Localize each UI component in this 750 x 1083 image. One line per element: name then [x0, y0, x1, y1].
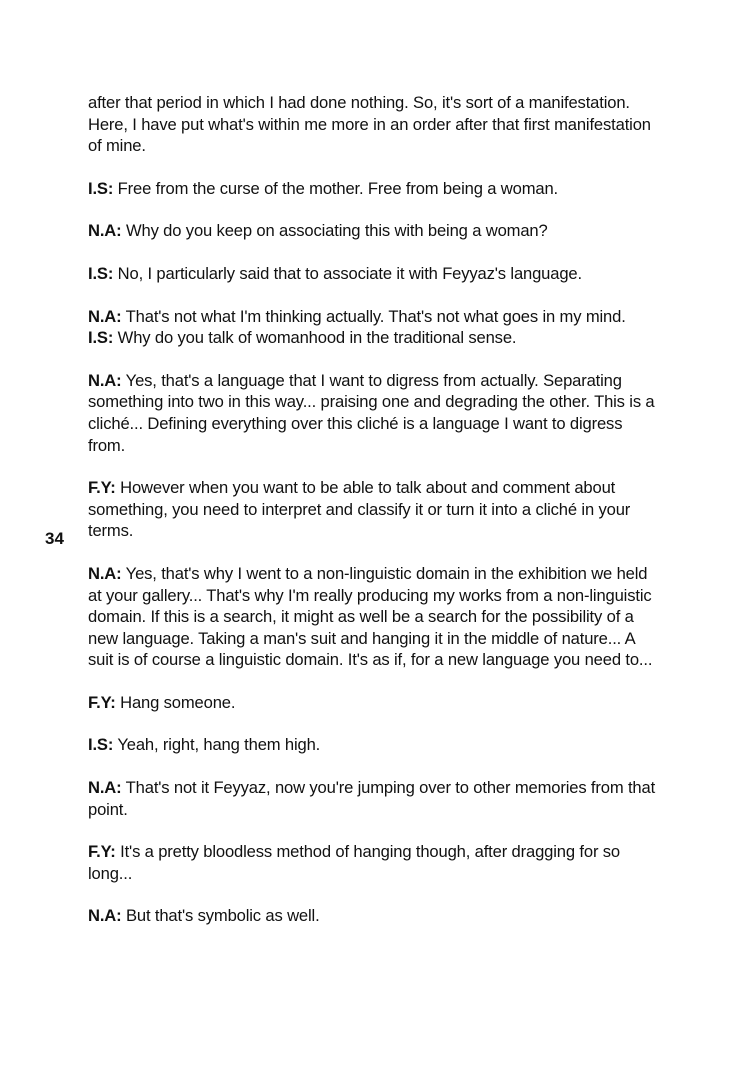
paragraph-text: No, I particularly said that to associate it with Feyyaz's language. [113, 263, 582, 283]
paragraph [88, 178, 663, 200]
paragraph [88, 777, 663, 820]
paragraph [88, 692, 663, 714]
speaker-label: N.A: [88, 370, 122, 390]
speaker-label: F.Y: [88, 478, 116, 498]
paragraph-text: It's a pretty bloodless method of hanging though, after dragging for so long... [88, 842, 621, 883]
paragraph [88, 220, 663, 242]
paragraph [88, 92, 663, 157]
page-number: 34 [45, 529, 64, 548]
paragraph-text: Hang someone. [115, 692, 236, 712]
paragraph-text: That's not it Feyyaz, now you're jumping over to other memories from that point. [88, 778, 656, 819]
paragraph-text: Yes, that's why I went to a non-linguistic domain in the exhibition we held at your gallery... That's why I'm really producing my works from a non-linguistic domain. If this is a search, it might as well be a search for the possibility of a new language. Taking a man's suit and hanging it in the middle of nature... A suit is of course a linguistic domain. It's as if, for a new language you need to... [88, 563, 653, 670]
paragraph [88, 370, 663, 456]
paragraph-text: But that's symbolic as well. [121, 906, 320, 926]
speaker-label: I.S: [88, 178, 114, 198]
speaker-label: F.Y: [88, 692, 116, 712]
speaker-label: N.A: [88, 778, 122, 798]
paragraph-text: That's not what I'm thinking actually. That's not what goes in my mind. [121, 306, 626, 326]
speaker-label: N.A: [88, 563, 122, 583]
speaker-label: I.S: [88, 328, 114, 348]
speaker-label: N.A: [88, 221, 122, 241]
speaker-label: I.S: [88, 263, 114, 283]
paragraph [88, 563, 663, 671]
paragraph [88, 477, 663, 542]
paragraph-text: Free from the curse of the mother. Free from being a woman. [113, 178, 558, 198]
paragraph [88, 841, 663, 884]
paragraph-text: Yeah, right, hang them high. [113, 735, 321, 755]
paragraph [88, 734, 663, 756]
paragraph [88, 905, 663, 927]
paragraph-text: However when you want to be able to talk about and comment about something, you need to interpret and classify it or turn it into a cliché in your terms. [88, 478, 631, 541]
paragraph-text: after that period in which I had done nothing. So, it's sort of a manifestation. Here, I have put what's within me more in an order after that first manifestation of mine. [88, 93, 651, 156]
speaker-label: F.Y: [88, 842, 116, 862]
paragraph-text: Why do you keep on associating this with being a woman? [121, 221, 548, 241]
paragraph-text: Why do you talk of womanhood in the traditional sense. [113, 328, 517, 348]
paragraph [88, 263, 663, 285]
paragraph [88, 306, 663, 328]
speaker-label: N.A: [88, 306, 122, 326]
speaker-label: N.A: [88, 906, 122, 926]
speaker-label: I.S: [88, 735, 114, 755]
paragraph-text: Yes, that's a language that I want to digress from actually. Separating something into two in this way... praising one and degrading the other. This is a cliché... Defining everything over this cliché is a language I want to digress from. [88, 370, 655, 455]
paragraph [88, 327, 663, 349]
interview-text [88, 92, 663, 948]
